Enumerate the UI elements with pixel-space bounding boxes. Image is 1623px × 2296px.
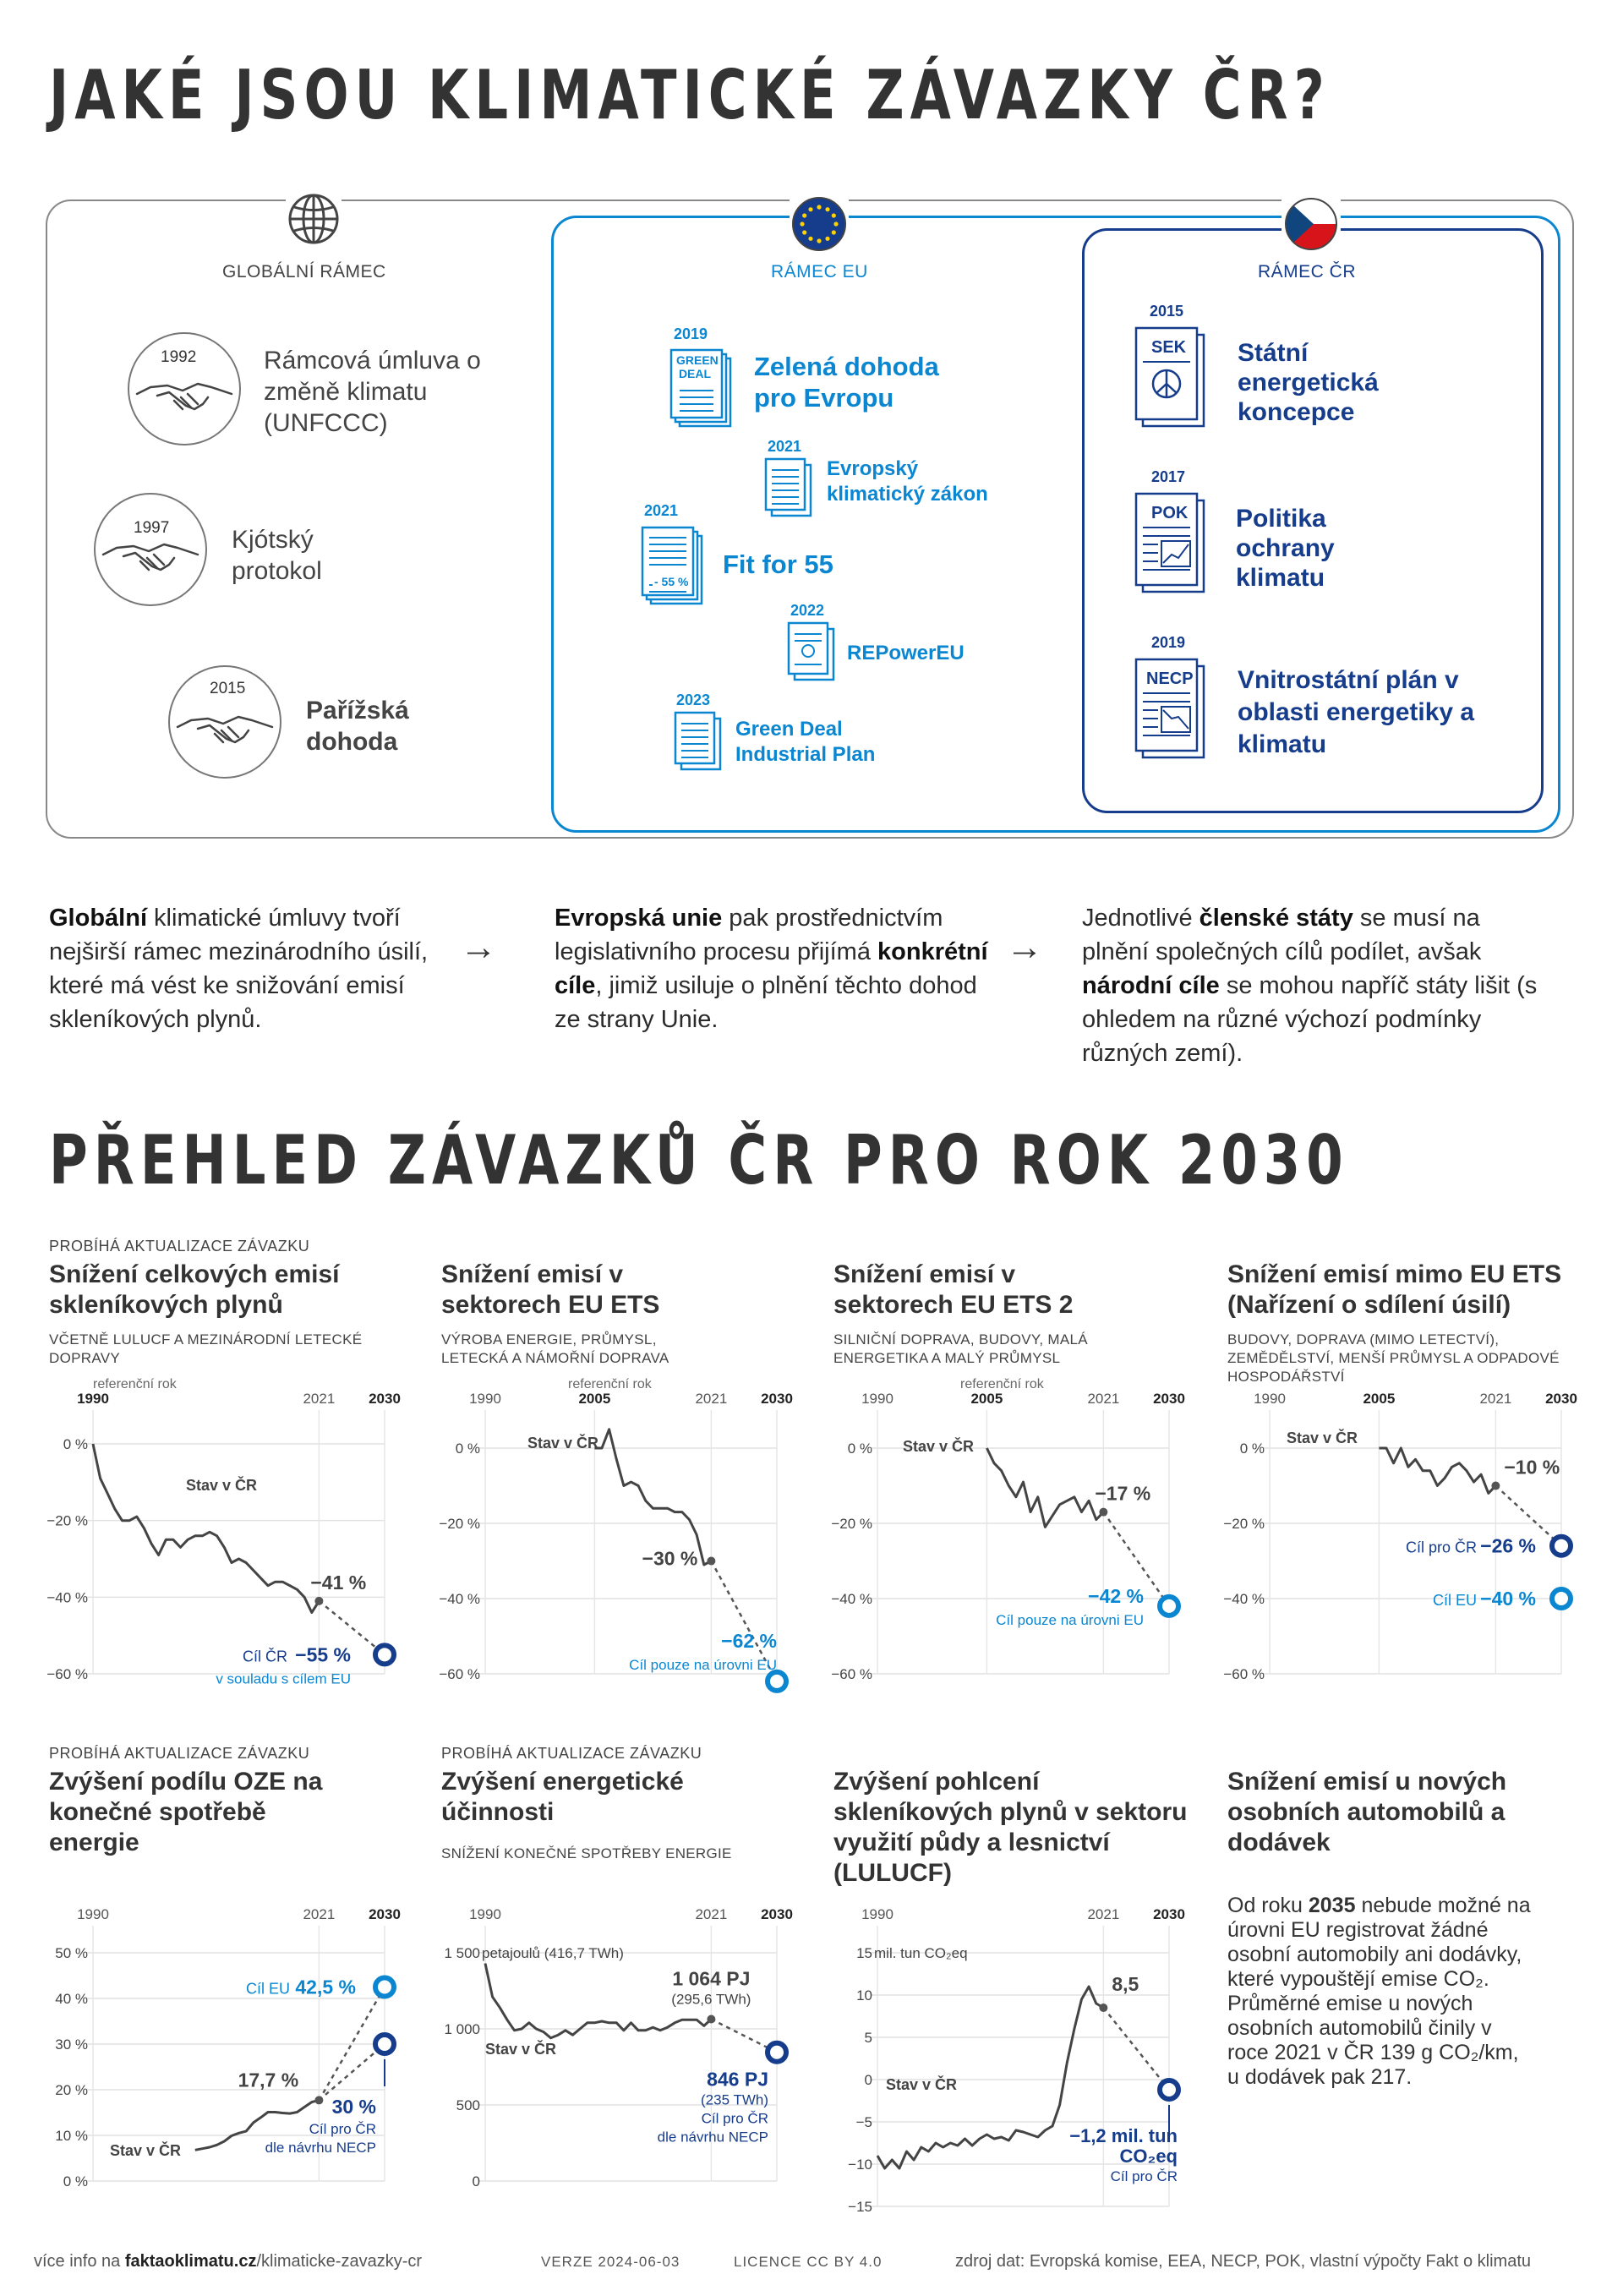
y-tick-label: 0 bbox=[864, 2072, 872, 2088]
x-tick-label: 2030 bbox=[369, 1906, 401, 1922]
y-tick-label: −40 % bbox=[46, 1589, 88, 1606]
y-tick-label: −40 % bbox=[831, 1591, 872, 1607]
document-icon bbox=[639, 524, 707, 609]
cz-item-doc-label: POK bbox=[1151, 504, 1189, 522]
arrow-icon: → bbox=[1006, 927, 1043, 968]
target-value-label: −42 % bbox=[1088, 1584, 1144, 1607]
target-marker bbox=[1552, 1537, 1571, 1555]
footer-source: zdroj dat: Evropská komise, EEA, NECP, POK, vlastní výpočty Fakt o klimatu bbox=[955, 2252, 1531, 2271]
x-tick-label: 1990 bbox=[469, 1391, 501, 1407]
eu-item-year: 2021 bbox=[644, 502, 679, 519]
panel-subtitle: VČETNĚ LULUCF A MEZINÁRODNÍ LETECKÉ DOPRAVY bbox=[49, 1331, 363, 1366]
x-tick-label: 2021 bbox=[303, 1391, 336, 1407]
target-prefix-label: Cíl pro ČR bbox=[1405, 1539, 1477, 1556]
panel-title: Zvýšení energetické účinnosti bbox=[441, 1768, 684, 1826]
target-prefix-label: Cíl ČR bbox=[243, 1648, 287, 1665]
cz-item-text: Státní energetická koncepce bbox=[1238, 339, 1379, 426]
explain-global: Globální klimatické úmluvy tvoří nejširší rámec mezinárodního úsilí, které má vést ke snižování emisí skleníkových plynů. bbox=[49, 905, 429, 1033]
eu-flag-icon bbox=[790, 194, 849, 254]
target-marker bbox=[375, 1978, 394, 1997]
eu-star-icon bbox=[832, 213, 836, 217]
actual-value-label: 1 064 PJ bbox=[672, 1967, 751, 1990]
x-tick-label: 1990 bbox=[861, 1906, 893, 1922]
eu-star-icon bbox=[817, 205, 821, 209]
target-marker bbox=[768, 1672, 786, 1691]
arrow-icon: → bbox=[460, 927, 497, 968]
global-item-text: Pařížská dohoda bbox=[306, 697, 409, 756]
reference-year-label: referenční rok bbox=[568, 1377, 652, 1391]
target-note-label: v souladu s cílem EU bbox=[216, 1670, 351, 1687]
series-line bbox=[594, 1430, 711, 1565]
eu-item-year: 2021 bbox=[768, 438, 802, 455]
target-value-label: 42,5 % bbox=[295, 1976, 356, 1998]
eu-star-icon bbox=[825, 207, 829, 211]
projection-line bbox=[1103, 2008, 1169, 2090]
x-tick-label: 2005 bbox=[1363, 1391, 1396, 1407]
panel-subtitle: SILNIČNÍ DOPRAVA, BUDOVY, MALÁ ENERGETIKA A MALÝ PRŮMYSL bbox=[833, 1331, 1088, 1366]
panel-title: Snížení emisí mimo EU ETS (Nařízení o sdílení úsilí) bbox=[1227, 1260, 1562, 1319]
global-label: GLOBÁLNÍ RÁMEC bbox=[222, 262, 386, 282]
eu-item-text: REPowerEU bbox=[847, 642, 965, 664]
cz-flag-icon bbox=[1281, 194, 1341, 254]
target-prefix-label: Cíl EU bbox=[1432, 1592, 1477, 1609]
footer-license: LICENCE CC BY 4.0 bbox=[734, 2254, 883, 2270]
y-tick-label: −60 % bbox=[1223, 1666, 1265, 1682]
eu-item-year: 2023 bbox=[676, 692, 711, 708]
x-tick-label: 2021 bbox=[1479, 1391, 1512, 1407]
x-tick-label: 2021 bbox=[695, 1906, 728, 1922]
cz-item-text: Vnitrostátní plán v oblasti energetiky a klimatu bbox=[1238, 666, 1475, 758]
target-value-label: −40 % bbox=[1480, 1588, 1536, 1610]
explain-eu: Evropská unie pak prostřednictvím legislativního procesu přijímá konkrétní cíle, jimiž usiluje o plnění těchto dohod ze strany Unie. bbox=[555, 905, 988, 1033]
eu-item-text: Fit for 55 bbox=[723, 549, 833, 579]
panel-subtitle: VÝROBA ENERGIE, PRŮMYSL, LETECKÁ A NÁMOŘNÍ DOPRAVA bbox=[441, 1331, 669, 1366]
panel-title: Snížení emisí v sektorech EU ETS 2 bbox=[833, 1260, 1074, 1319]
eu-star-icon bbox=[817, 238, 821, 243]
y-tick-label: 10 % bbox=[55, 2128, 88, 2144]
y-tick-label: −40 % bbox=[439, 1591, 480, 1607]
series-label: Stav v ČR bbox=[903, 1438, 975, 1455]
document-icon bbox=[673, 710, 724, 773]
eu-star-icon bbox=[825, 237, 829, 241]
target-marker bbox=[1552, 1589, 1571, 1608]
actual-value-label: −10 % bbox=[1504, 1456, 1560, 1479]
chart-ets2 bbox=[784, 1369, 1190, 1716]
target-value-label: −1,2 mil. tun bbox=[1069, 2125, 1178, 2146]
x-tick-label: 2021 bbox=[695, 1391, 728, 1407]
y-unit-label: mil. tun CO₂eq bbox=[874, 1945, 968, 1961]
target-value-label: CO₂eq bbox=[1119, 2146, 1178, 2167]
target-marker bbox=[1160, 2080, 1178, 2099]
panel-title: Zvýšení pohlcení skleníkových plynů v sektoru využití půdy a lesnictví (LULUCF) bbox=[833, 1768, 1188, 1887]
x-tick-label: 2005 bbox=[578, 1391, 611, 1407]
reference-year-label: referenční rok bbox=[93, 1377, 177, 1391]
actual-value-label: −17 % bbox=[1095, 1482, 1151, 1505]
cz-label: RÁMEC ČR bbox=[1258, 262, 1357, 282]
target-value-label: 30 % bbox=[331, 2096, 376, 2118]
eu-item-text: Green Deal Industrial Plan bbox=[735, 718, 876, 766]
series-label: Stav v ČR bbox=[110, 2142, 182, 2159]
target-note-label: dle návrhu NECP bbox=[657, 2129, 768, 2146]
y-tick-label: 0 bbox=[472, 2173, 480, 2189]
global-item-year: 1997 bbox=[134, 519, 170, 537]
x-tick-label: 2005 bbox=[970, 1391, 1003, 1407]
eu-item-doc-label: - 55 % bbox=[654, 575, 689, 588]
x-tick-label: 1990 bbox=[469, 1906, 501, 1922]
y-tick-label: 500 bbox=[456, 2097, 480, 2113]
target-prefix-label: Cíl EU bbox=[245, 1980, 290, 1998]
global-item-text: Kjótský protokol bbox=[232, 526, 322, 585]
y-tick-label: 0 % bbox=[63, 1436, 88, 1452]
eu-item-year: 2019 bbox=[674, 325, 708, 342]
x-tick-label: 1990 bbox=[1254, 1391, 1286, 1407]
panel-update-note: PROBÍHÁ AKTUALIZACE ZÁVAZKU bbox=[441, 1745, 702, 1762]
x-tick-label: 2021 bbox=[303, 1906, 336, 1922]
x-tick-label: 2021 bbox=[1087, 1391, 1120, 1407]
y-tick-label: 0 % bbox=[847, 1440, 872, 1457]
chart-non-ets bbox=[1177, 1369, 1599, 1716]
series-label: Stav v ČR bbox=[886, 2076, 958, 2093]
panel-title: Snížení emisí v sektorech EU ETS bbox=[441, 1260, 660, 1319]
target-value-label: −62 % bbox=[721, 1629, 777, 1652]
page-title: JAKÉ JSOU KLIMATICKÉ ZÁVAZKY ČR? bbox=[49, 56, 1331, 134]
panel-title: Snížení celkových emisí skleníkových plynů bbox=[49, 1260, 340, 1319]
globe-icon bbox=[286, 191, 342, 247]
cz-item-text: Politika ochrany klimatu bbox=[1236, 505, 1335, 592]
y-tick-label: −20 % bbox=[831, 1516, 872, 1532]
cz-item-year: 2019 bbox=[1151, 634, 1186, 651]
panel-subtitle: BUDOVY, DOPRAVA (MIMO LETECTVÍ), ZEMĚDĚLSTVÍ, MENŠÍ PRŮMYSL A ODPADOVÉ HOSPODÁŘSTVÍ bbox=[1227, 1331, 1560, 1385]
cz-item-doc-label: SEK bbox=[1151, 338, 1187, 357]
y-tick-label: −5 bbox=[855, 2114, 872, 2130]
y-tick-label: −60 % bbox=[831, 1666, 872, 1682]
y-tick-label: 1 000 bbox=[444, 2021, 480, 2037]
last-point bbox=[707, 2014, 715, 2023]
panel-title: Snížení emisí u nových osobních automobilů a dodávek bbox=[1227, 1768, 1507, 1856]
x-tick-label: 2030 bbox=[761, 1906, 793, 1922]
y-tick-label: 50 % bbox=[55, 1945, 88, 1961]
target-note-label: (235 TWh) bbox=[701, 2091, 768, 2108]
y-tick-label: 20 % bbox=[55, 2082, 88, 2098]
x-tick-label: 2030 bbox=[369, 1391, 401, 1407]
x-tick-label: 2030 bbox=[1153, 1391, 1185, 1407]
y-tick-label: −10 bbox=[848, 2157, 872, 2173]
global-item-year: 2015 bbox=[210, 680, 246, 697]
chart-total-emissions bbox=[0, 1369, 406, 1716]
x-tick-label: 1990 bbox=[77, 1391, 109, 1407]
eu-label: RÁMEC EU bbox=[771, 262, 868, 282]
y-tick-label: −60 % bbox=[439, 1666, 480, 1682]
y-tick-label: −20 % bbox=[1223, 1516, 1265, 1532]
x-tick-label: 2030 bbox=[761, 1391, 793, 1407]
target-marker bbox=[375, 1645, 394, 1664]
target-value-label: −55 % bbox=[295, 1643, 351, 1666]
series-line bbox=[1379, 1448, 1495, 1493]
target-marker bbox=[375, 2035, 394, 2053]
actual-value-label: −30 % bbox=[642, 1547, 698, 1570]
handshake-icon bbox=[93, 492, 208, 607]
series-line bbox=[93, 1444, 319, 1613]
y-tick-label: −40 % bbox=[1223, 1591, 1265, 1607]
eu-star-icon bbox=[832, 230, 836, 234]
target-value-label: 846 PJ bbox=[707, 2068, 768, 2091]
eu-star-icon bbox=[800, 221, 804, 226]
target-marker bbox=[1160, 1597, 1178, 1615]
target-note-label: Cíl pouze na úrovni EU bbox=[996, 1611, 1144, 1628]
global-item-year: 1992 bbox=[161, 348, 197, 366]
eu-star-icon bbox=[808, 237, 812, 241]
document-icon bbox=[763, 456, 814, 519]
series-label: Stav v ČR bbox=[527, 1435, 599, 1451]
eu-item-text: Evropský klimatický zákon bbox=[827, 457, 988, 506]
eu-item-text: Zelená dohoda pro Evropu bbox=[754, 352, 939, 413]
target-note-label: Cíl pro ČR bbox=[1110, 2168, 1178, 2184]
x-tick-label: 2021 bbox=[1087, 1906, 1120, 1922]
footer-more-info[interactable]: více info na faktaoklimatu.cz/klimaticke-zavazky-cr bbox=[34, 2252, 423, 2271]
x-tick-label: 1990 bbox=[77, 1906, 109, 1922]
reference-year-label: referenční rok bbox=[960, 1377, 1044, 1391]
chart-renewables bbox=[0, 1894, 406, 2215]
y-tick-label: 15 bbox=[856, 1945, 872, 1961]
global-item-text: Rámcová úmluva o změně klimatu (UNFCCC) bbox=[264, 347, 481, 437]
series-label: Stav v ČR bbox=[1287, 1430, 1358, 1446]
actual-value-note: (295,6 TWh) bbox=[671, 1991, 751, 2008]
cz-item-year: 2017 bbox=[1151, 468, 1186, 485]
section-title: PŘEHLED ZÁVAZKŮ ČR PRO ROK 2030 bbox=[49, 1121, 1349, 1200]
footer-version: VERZE 2024-06-03 bbox=[541, 2254, 680, 2270]
panel-subtitle: SNÍŽENÍ KONEČNÉ SPOTŘEBY ENERGIE bbox=[441, 1845, 732, 1861]
y-tick-label: 1 500 bbox=[444, 1945, 480, 1961]
y-tick-label: 30 % bbox=[55, 2036, 88, 2053]
y-tick-label: −20 % bbox=[439, 1516, 480, 1532]
y-tick-label: 40 % bbox=[55, 1991, 88, 2007]
y-tick-label: 0 % bbox=[455, 1440, 480, 1457]
chart-lulucf bbox=[784, 1894, 1190, 2215]
document-icon bbox=[786, 620, 837, 683]
chart-efficiency bbox=[392, 1894, 798, 2215]
actual-value-label: 8,5 bbox=[1112, 1973, 1139, 1995]
y-tick-label: 5 bbox=[864, 2030, 872, 2046]
actual-value-label: −41 % bbox=[310, 1571, 367, 1594]
explain-cz: Jednotlivé členské státy se musí na plnění společných cílů podílet, avšak národní cíle se mohou napříč státy lišit (s ohledem na různé výchozí podmínky různých zemí). bbox=[1082, 905, 1538, 1067]
y-tick-label: −20 % bbox=[46, 1512, 88, 1529]
y-tick-label: −15 bbox=[848, 2199, 872, 2215]
target-note-label: Cíl pouze na úrovni EU bbox=[629, 1656, 777, 1673]
eu-star-icon bbox=[833, 221, 838, 226]
target-note-label: dle návrhu NECP bbox=[265, 2140, 376, 2156]
target-note-label: Cíl pro ČR bbox=[309, 2121, 376, 2137]
x-tick-label: 1990 bbox=[861, 1391, 893, 1407]
actual-value-label: 17,7 % bbox=[238, 2069, 299, 2091]
x-tick-label: 2030 bbox=[1545, 1391, 1577, 1407]
eu-star-icon bbox=[802, 213, 806, 217]
chart-ets bbox=[392, 1369, 798, 1716]
panel-update-note: PROBÍHÁ AKTUALIZACE ZÁVAZKU bbox=[49, 1238, 310, 1255]
target-marker bbox=[768, 2043, 786, 2062]
eu-star-icon bbox=[808, 207, 812, 211]
eu-item-year: 2022 bbox=[790, 602, 825, 619]
cz-item-year: 2015 bbox=[1150, 303, 1184, 320]
y-tick-label: −60 % bbox=[46, 1666, 88, 1682]
projection-line bbox=[319, 2044, 385, 2100]
eu-star-icon bbox=[802, 230, 806, 234]
target-note-label: Cíl pro ČR bbox=[701, 2110, 768, 2127]
target-value-label: −26 % bbox=[1480, 1534, 1536, 1557]
series-line bbox=[986, 1448, 1103, 1527]
y-tick-label: 0 % bbox=[63, 2173, 88, 2189]
x-tick-label: 2030 bbox=[1153, 1906, 1185, 1922]
y-unit-label: petajoulů (416,7 TWh) bbox=[482, 1945, 624, 1961]
panel-title: Zvýšení podílu OZE na konečné spotřebě energie bbox=[49, 1768, 323, 1856]
y-tick-label: 0 % bbox=[1239, 1440, 1265, 1457]
cars-text: Od roku 2035 nebude možné na úrovni EU registrovat žádné osobní automobily ani dodávky, které vypouštějí emise CO₂. Průměrné emise u nových osobních automobilů činily v roce 2021 v ČR 139 g CO₂/km, u dodávek pak 217. bbox=[1227, 1894, 1531, 2089]
y-tick-label: 10 bbox=[856, 1987, 872, 2004]
series-label: Stav v ČR bbox=[186, 1477, 258, 1494]
series-label: Stav v ČR bbox=[485, 2041, 557, 2058]
panel-update-note: PROBÍHÁ AKTUALIZACE ZÁVAZKU bbox=[49, 1745, 310, 1762]
eu-item-doc-label: GREEN DEAL bbox=[676, 353, 719, 380]
cz-item-doc-label: NECP bbox=[1146, 670, 1194, 688]
